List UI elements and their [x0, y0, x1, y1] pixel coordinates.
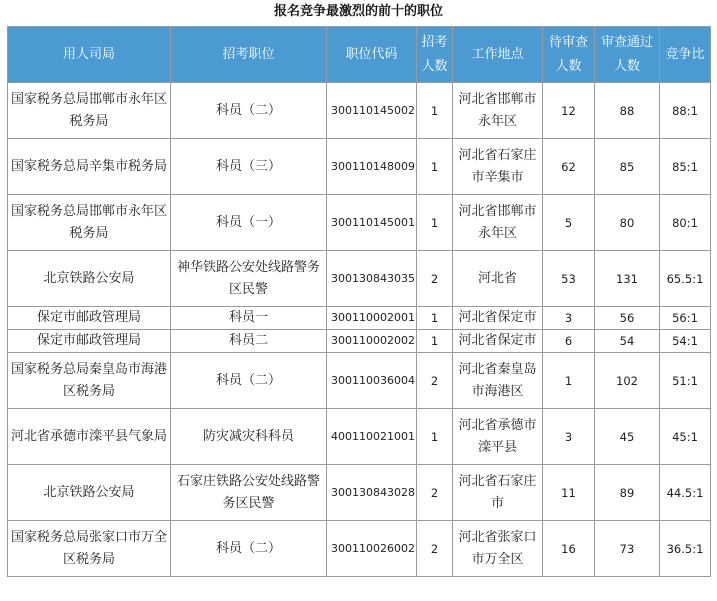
cell-applicants: 6: [543, 330, 595, 353]
cell-hires: 1: [417, 139, 453, 195]
cell-applicants: 12: [543, 83, 595, 139]
cell-agency: 国家税务总局辛集市税务局: [8, 139, 171, 195]
cell-location: 河北省石家庄市: [453, 465, 543, 521]
cell-location: 河北省承德市滦平县: [453, 409, 543, 465]
cell-ratio: 88:1: [660, 83, 711, 139]
cell-applicants: 3: [543, 307, 595, 330]
cell-agency: 保定市邮政管理局: [8, 330, 171, 353]
table-row: [8, 330, 711, 353]
header-ratio: 竞争比: [660, 27, 711, 83]
cell-code: 300110026002: [327, 521, 417, 577]
cell-position: 科员二: [171, 330, 327, 353]
cell-location: 河北省邯郸市永年区: [453, 83, 543, 139]
cell-agency: 国家税务总局张家口市万全区税务局: [8, 521, 171, 577]
cell-position: 科员（二）: [171, 83, 327, 139]
table-row: [8, 521, 711, 577]
cell-code: 300110036004: [327, 353, 417, 409]
cell-code: 300110148009: [327, 139, 417, 195]
cell-location: 河北省张家口市万全区: [453, 521, 543, 577]
cell-ratio: 80:1: [660, 195, 711, 251]
cell-ratio: 54:1: [660, 330, 711, 353]
cell-approved: 88: [595, 83, 660, 139]
cell-approved: 131: [595, 251, 660, 307]
positions-table: [7, 26, 711, 577]
cell-location: 河北省邯郸市永年区: [453, 195, 543, 251]
cell-approved: 45: [595, 409, 660, 465]
cell-code: 400110021001: [327, 409, 417, 465]
cell-location: 河北省保定市: [453, 307, 543, 330]
cell-location: 河北省: [453, 251, 543, 307]
cell-ratio: 85:1: [660, 139, 711, 195]
cell-position: 科员（一）: [171, 195, 327, 251]
cell-code: 300130843028: [327, 465, 417, 521]
cell-hires: 2: [417, 353, 453, 409]
cell-hires: 1: [417, 83, 453, 139]
cell-code: 300110002002: [327, 330, 417, 353]
header-hires-top: 招考: [421, 34, 448, 50]
cell-approved: 102: [595, 353, 660, 409]
cell-applicants: 3: [543, 409, 595, 465]
cell-agency: 国家税务总局秦皇岛市海港区税务局: [8, 353, 171, 409]
cell-code: 300110002001: [327, 307, 417, 330]
cell-applicants: 62: [543, 139, 595, 195]
cell-approved: 54: [595, 330, 660, 353]
header-location: 工作地点: [453, 27, 543, 83]
cell-location: 河北省秦皇岛市海港区: [453, 353, 543, 409]
cell-agency: 北京铁路公安局: [8, 465, 171, 521]
table-row: [8, 139, 711, 195]
cell-hires: 1: [417, 330, 453, 353]
cell-applicants: 11: [543, 465, 595, 521]
cell-hires: 1: [417, 307, 453, 330]
header-approved-top: 审查通过: [600, 34, 653, 50]
cell-ratio: 51:1: [660, 353, 711, 409]
cell-approved: 80: [595, 195, 660, 251]
cell-position: 防灾减灾科科员: [171, 409, 327, 465]
cell-hires: 2: [417, 251, 453, 307]
header-code: 职位代码: [327, 27, 417, 83]
cell-ratio: 44.5:1: [660, 465, 711, 521]
cell-position: 科员（二）: [171, 521, 327, 577]
header-hires: [417, 27, 453, 83]
cell-ratio: 36.5:1: [660, 521, 711, 577]
table-row: [8, 195, 711, 251]
cell-position: 石家庄铁路公安处线路警务区民警: [171, 465, 327, 521]
cell-agency: 国家税务总局邯郸市永年区税务局: [8, 83, 171, 139]
cell-hires: 2: [417, 465, 453, 521]
header-agency: 用人司局: [8, 27, 171, 83]
table-row: [8, 307, 711, 330]
cell-approved: 56: [595, 307, 660, 330]
cell-position: 科员（三）: [171, 139, 327, 195]
cell-agency: 国家税务总局邯郸市永年区税务局: [8, 195, 171, 251]
table-row: [8, 353, 711, 409]
header-approved-bottom: 人数: [613, 58, 640, 74]
cell-agency: 保定市邮政管理局: [8, 307, 171, 330]
page-title: 报名竞争最激烈的前十的职位: [273, 4, 443, 19]
header-applicants-bottom: 人数: [555, 58, 582, 74]
cell-agency: 北京铁路公安局: [8, 251, 171, 307]
cell-position: 神华铁路公安处线路警务区民警: [171, 251, 327, 307]
cell-applicants: 53: [543, 251, 595, 307]
cell-hires: 1: [417, 409, 453, 465]
cell-applicants: 1: [543, 353, 595, 409]
cell-code: 300110145002: [327, 83, 417, 139]
header-hires-bottom: 人数: [421, 58, 448, 74]
cell-agency: 河北省承德市滦平县气象局: [8, 409, 171, 465]
cell-ratio: 56:1: [660, 307, 711, 330]
cell-approved: 73: [595, 521, 660, 577]
table-row: [8, 465, 711, 521]
header-applicants: [543, 27, 595, 83]
cell-applicants: 16: [543, 521, 595, 577]
table-row: [8, 409, 711, 465]
cell-location: 河北省石家庄市辛集市: [453, 139, 543, 195]
cell-code: 300130843035: [327, 251, 417, 307]
header-position: 招考职位: [171, 27, 327, 83]
cell-ratio: 65.5:1: [660, 251, 711, 307]
table-header-row: [8, 27, 711, 83]
cell-code: 300110145001: [327, 195, 417, 251]
table-row: [8, 251, 711, 307]
cell-approved: 89: [595, 465, 660, 521]
cell-hires: 2: [417, 521, 453, 577]
cell-position: 科员一: [171, 307, 327, 330]
cell-hires: 1: [417, 195, 453, 251]
cell-applicants: 5: [543, 195, 595, 251]
cell-approved: 85: [595, 139, 660, 195]
table-row: [8, 83, 711, 139]
header-approved: [595, 27, 660, 83]
header-applicants-top: 待审查: [548, 34, 588, 50]
cell-location: 河北省保定市: [453, 330, 543, 353]
cell-position: 科员（二）: [171, 353, 327, 409]
cell-ratio: 45:1: [660, 409, 711, 465]
